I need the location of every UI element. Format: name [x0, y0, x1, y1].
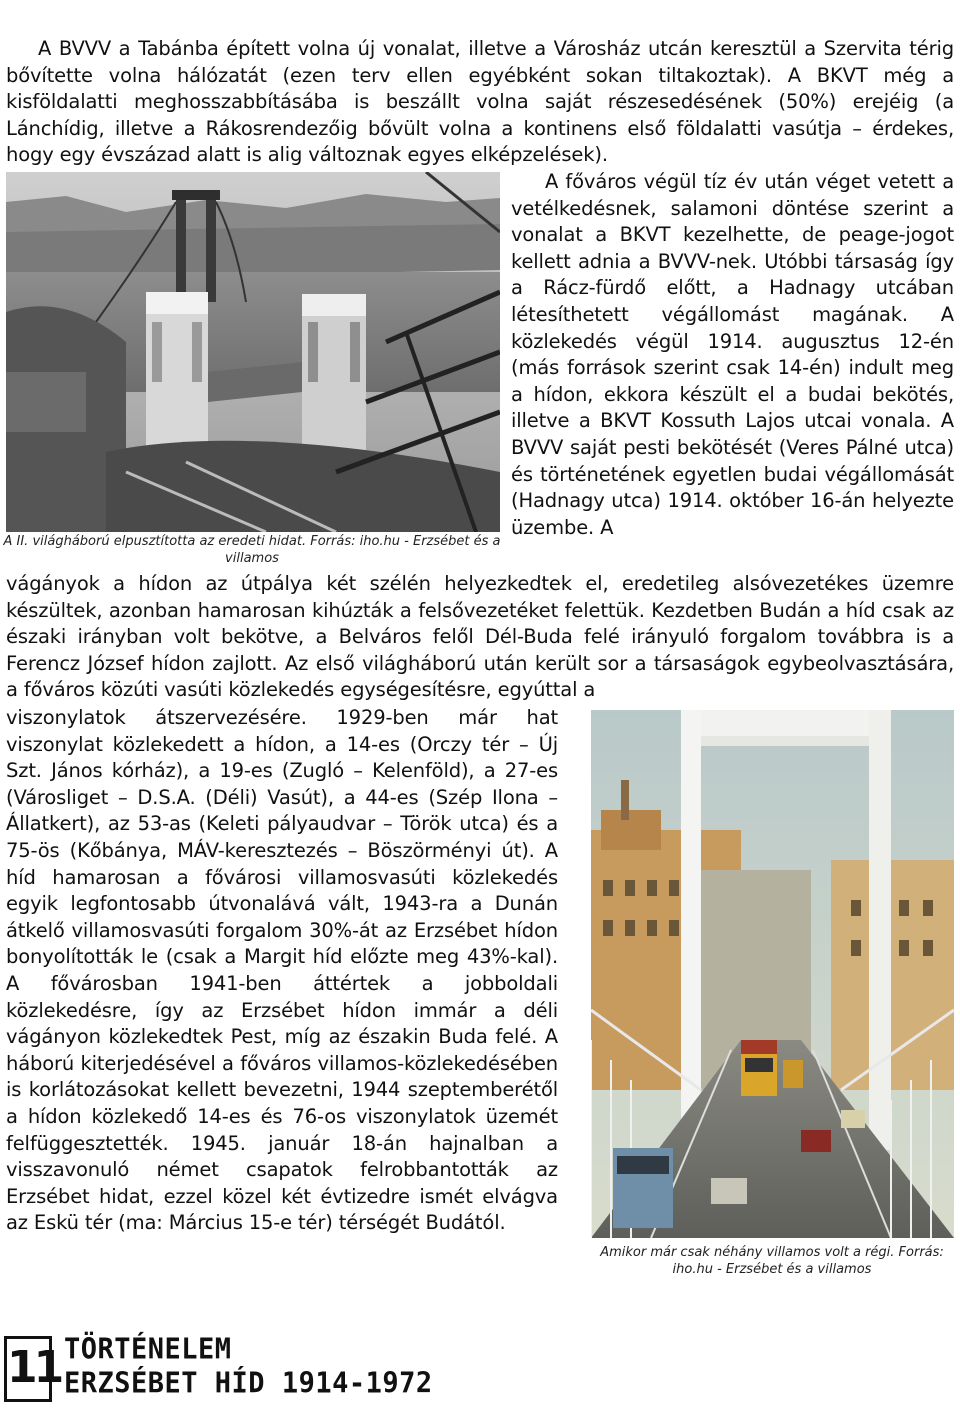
- footer-subtitle: ERZSÉBET HÍD 1914-1972: [64, 1367, 433, 1400]
- footer-section: TÖRTÉNELEM: [64, 1333, 232, 1366]
- paragraph-intro: A BVVV a Tabánba épített volna új vonalat, illetve a Városház utcán keresztül a Szervita térig bővítette volna hálózatát (ezen terv ellen egyébként sokan tiltakoztak). A BKVT még a kisföldalatti meghosszabbításába is beszállt volna saját részesedésének (50%) erejéig (a Lánchídig, illetve a Rákosrendezőig bővült volna a kontinens első földalatti vasútja – érdekes, hogy egy évszázad alatt is alig változnak egyes elképzelések).: [6, 37, 954, 167]
- bridge-tram-photo: [591, 710, 954, 1238]
- paragraph-tracks: vágányok a hídon az útpálya két szélén helyezkedtek el, eredetileg alsóvezetékes üzemre készültek, azonban hamarosan kihúzták a felsővezetéket felettük. Kezdetben Budán a híd csak az északi irányban volt bekötve, a Belváros felől Dél-Buda felé irányuló forgalom továbbra is a Ferencz József hídon zajlott. Az első világháború után került sor a társaságok egybeolvasztására, a főváros közúti vasúti közlekedés egységesítésre, egyúttal a: [6, 572, 954, 702]
- paragraph-history: viszonylatok átszervezésére. 1929-ben már hat viszonylat közlekedett a hídon, a 14-es (Orczy tér – Új Szt. János kórház), a 19-es (Zugló – Kelenföld), a 27-es (Városliget – D.S.A. (Déli) Vasút), a 44-es (Szép Ilona – Állatkert), az 53-as (Keleti pályaudvar – Török utca) és a 75-ös (Kőbánya, MÁV-keresztezés – Böszörményi út). A híd hamarosan a fővárosi villamosvasúti közlekedés egyik legfontosabb útvonalává vált, 1943-ra a Dunán átkelő villamosvasúti forgalom 30%-át az Erzsébet hídon bonyolították le (csak a Margit híd előzte meg 43%-kal). A fővárosban 1941-ben áttértek a jobboldali közlekedésre, így az Erzsébet hídon immár a déli vágányon közlekedtek Pest, míg az északin Buda felé. A háború kiterjedésével a főváros villamos-közlekedésében is korlátozásokat kellett bevezetni, 1944 szeptemberétől a hídon közlekedő 14-es és 76-os viszonylatok üzemét felfüggesztették. 1945. január 18-án hajnalban a visszavonuló német csapatok felrobbantották az Erzsébet hidat, ezzel közel két évtizedre ismét elvágva az Eskü tér (ma: Március 15-e tér) térségét Budától.: [6, 706, 558, 1235]
- photo2-caption: Amikor már csak néhány villamos volt a régi. Forrás: iho.hu - Erzsébet és a villamos: [600, 1245, 944, 1277]
- page-number: 11: [4, 1336, 52, 1402]
- photo1-caption: A II. világháború elpusztította az eredeti hidat. Forrás: iho.hu - Erzsébet és a villamos: [3, 534, 501, 566]
- paragraph-decision: A főváros végül tíz év után véget vetett a vetélkedésnek, salamoni döntése szerint a vonalat a BKVT kezelhette, de peage-jogot kellett adnia a BVVV-nek. Utóbbi társaság így a Rácz-fürdő előtt, a Hadnagy utcában létesíthetett végállomást magának. A közlekedés végül 1914. augusztus 12-én (más források szerint csak 14-én) indult meg a hídon, ekkora készült el a budai bekötés, illetve a BKVT Kossuth Lajos utcai vonala. A BVVV saját pesti bekötését (Veres Pálné utca) és történetének egyetlen budai végállomását (Hadnagy utca) 1914. október 16-án helyezte üzembe. A: [511, 170, 954, 539]
- destroyed-bridge-photo: [6, 172, 500, 532]
